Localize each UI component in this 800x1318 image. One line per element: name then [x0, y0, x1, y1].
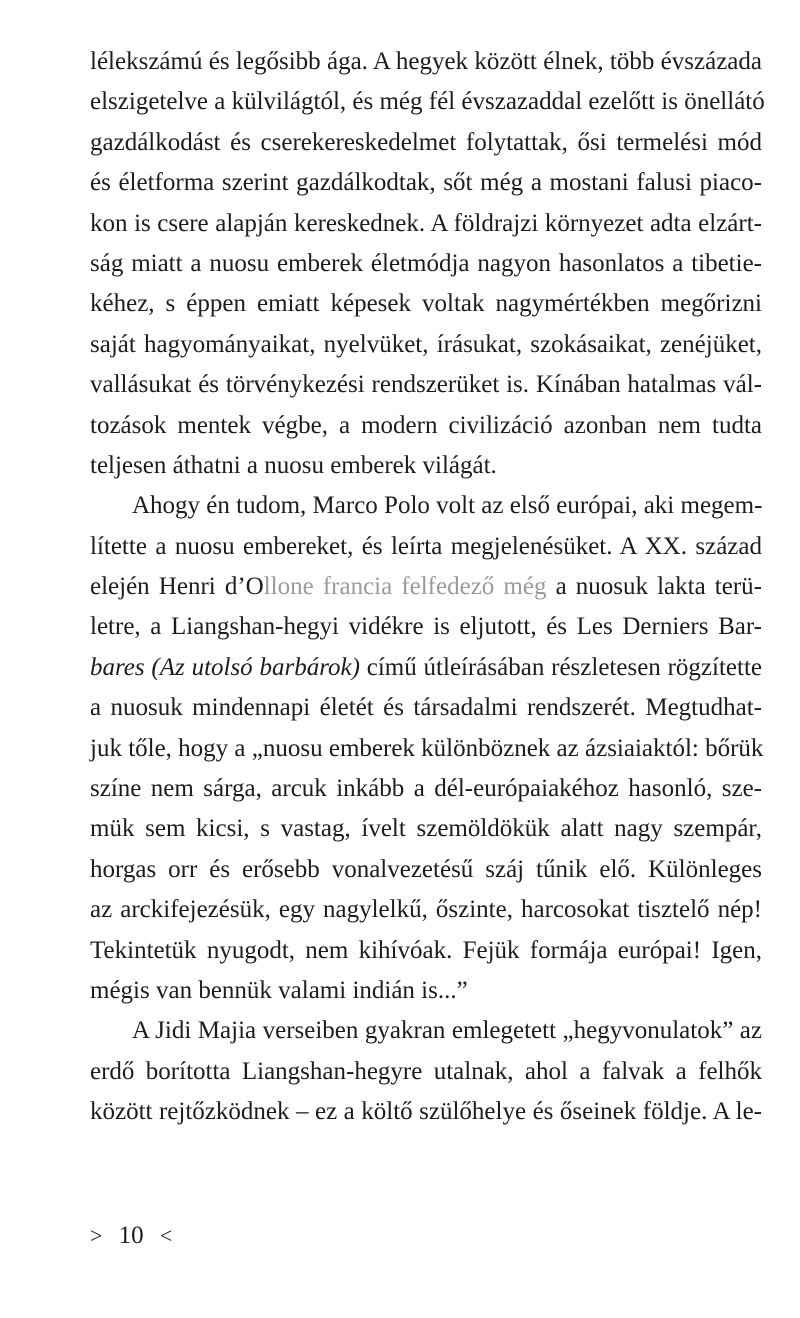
- page-number: [90, 1222, 172, 1250]
- text-line: elszigetelve a külvilágtól, és még fél évszazaddal ezelőtt is önellátó: [90, 88, 765, 116]
- text-line: juk tőle, hogy a „nuosu emberek különböznek az ázsiaiaktól: bőrük: [90, 734, 764, 762]
- text-line: [90, 567, 762, 607]
- text-line: színe nem sárga, arcuk inkább a dél-európaiakéhoz hasonló, sze-: [90, 775, 762, 803]
- text-line: vallásukat és törvénykezési rendszerüket is. Kínában hatalmas vál-: [90, 371, 762, 399]
- book-title-italic: bares (Az utolsó barbárok): [90, 653, 360, 681]
- text-line: kon is csere alapján kereskednek. A földrajzi környezet adta elzárt-: [90, 209, 762, 237]
- page-number-value: 10: [118, 1222, 144, 1249]
- text-segment: című útleírásában részletesen rögzítette: [359, 653, 762, 681]
- text-segment: a nuosuk lakta terü-: [546, 573, 762, 601]
- text-line: az arckifejezésük, egy nagylelkű, őszinte, harcosokat tisztelő nép!: [90, 896, 762, 924]
- body-text: [90, 42, 765, 1133]
- text-line: kéhez, s éppen emiatt képesek voltak nagymértékben megőrizni: [90, 290, 762, 318]
- text-line: a nuosuk mindennapi életét és társadalmi rendszerét. Megtudhat-: [90, 694, 762, 722]
- right-marker-icon: <: [159, 1223, 173, 1248]
- text-line: tozások mentek végbe, a modern civilizáció azonban nem tudta: [90, 411, 762, 439]
- text-line: és életforma szerint gazdálkodtak, sőt még a mostani falusi piaco-: [90, 169, 762, 197]
- text-line: horgas orr és erősebb vonalvezetésű száj tűnik elő. Különleges: [90, 855, 762, 883]
- text-segment: elején Henri d’O: [90, 573, 264, 601]
- text-line: mégis van bennük valami indián is...”: [90, 976, 468, 1004]
- paragraph-first-line: A Jidi Majia verseiben gyakran emlegetett „hegyvonulatok” az: [132, 1017, 762, 1045]
- text-line: letre, a Liangshan-hegyi vidékre is eljutott, és Les Derniers Bar-: [90, 613, 762, 641]
- paragraph-first-line: Ahogy én tudom, Marco Polo volt az első európai, aki megem-: [132, 492, 763, 520]
- faded-print-segment: llone francia felfedező még: [263, 573, 547, 601]
- text-line: Tekintetük nyugodt, nem kihívóak. Fejük formája európai! Igen,: [90, 936, 762, 964]
- text-line: erdő borította Liangshan-hegyre utalnak, ahol a falvak a felhők: [90, 1057, 762, 1085]
- text-line: lélekszámú és legősibb ága. A hegyek között élnek, több évszázada: [90, 48, 762, 75]
- left-marker-icon: >: [90, 1223, 103, 1248]
- text-line: ság miatt a nuosu emberek életmódja nagyon hasonlatos a tibetie-: [90, 249, 762, 277]
- text-line: között rejtőzködnek – ez a költő szülőhelye és őseinek földje. A le-: [90, 1098, 762, 1126]
- text-line: gazdálkodást és cserekereskedelmet folytattak, ősi termelési mód: [90, 128, 762, 156]
- text-line: [90, 648, 762, 688]
- text-line: lítette a nuosu embereket, és leírta megjelenésüket. A XX. század: [90, 532, 762, 560]
- text-line: teljesen áthatni a nuosu emberek világát.: [90, 451, 497, 479]
- text-line: mük sem kicsi, s vastag, ívelt szemöldökük alatt nagy szempár,: [90, 815, 762, 843]
- text-line: saját hagyományaikat, nyelvüket, írásukat, szokásaikat, zenéjüket,: [90, 330, 762, 358]
